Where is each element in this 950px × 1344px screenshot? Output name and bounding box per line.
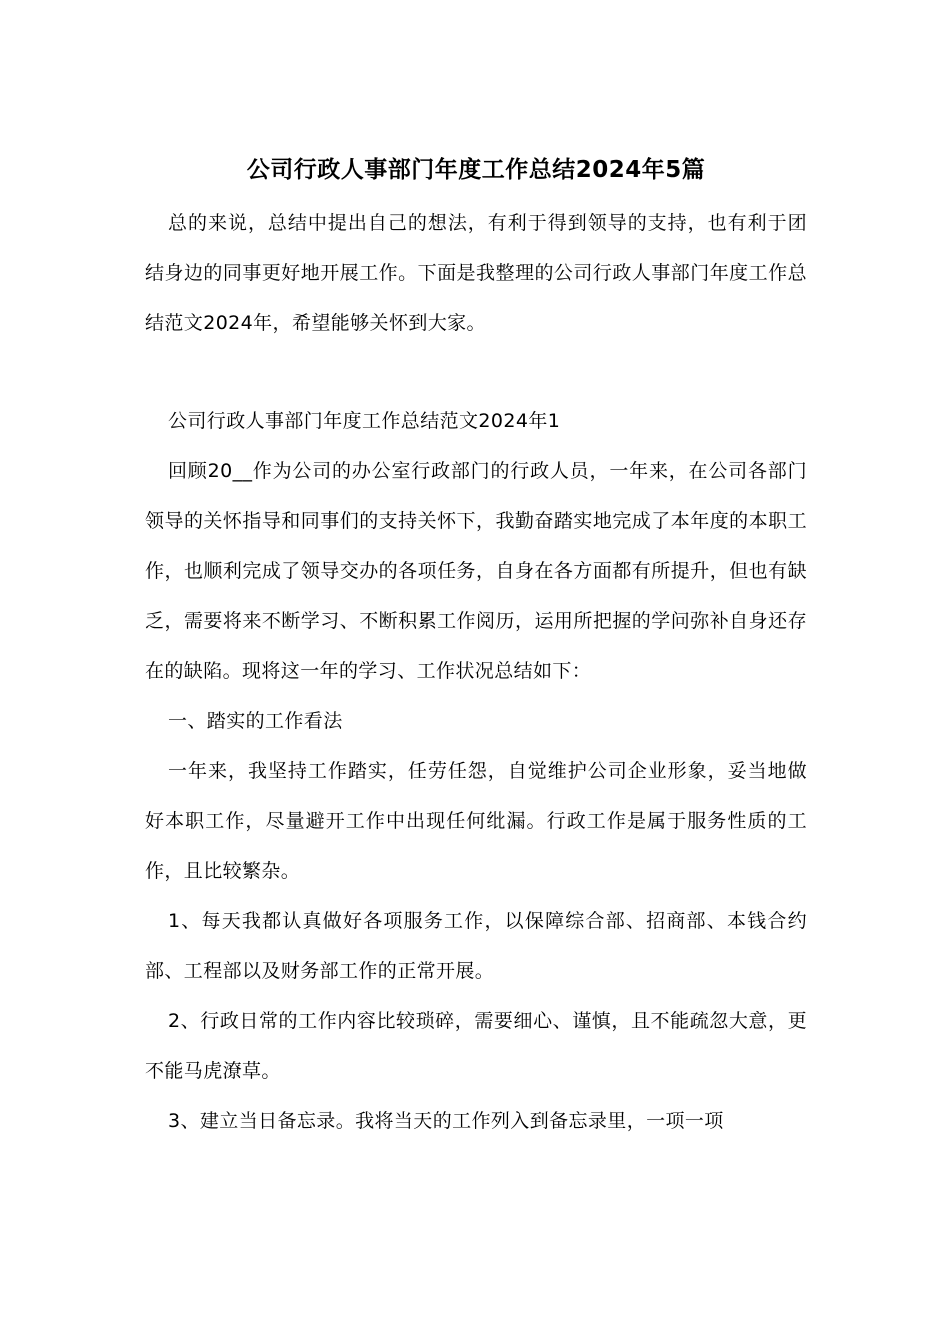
- list-item-3: 3、建立当日备忘录。我将当天的工作列入到备忘录里，一项一项: [168, 1110, 724, 1132]
- body-paragraph-attitude: 一年来，我坚持工作踏实，任劳任怨，自觉维护公司企业形象，妥当地做好本职工作，尽量避开工作中出现任何纰漏。行政工作是属于服务性质的工作，且比较繁杂。: [145, 760, 807, 882]
- section-heading: 公司行政人事部门年度工作总结范文2024年1: [168, 410, 561, 432]
- list-item-2: 2、行政日常的工作内容比较琐碎，需要细心、谨慎，且不能疏忽大意，更不能马虎潦草。: [145, 1010, 807, 1082]
- subheading-work-attitude: 一、踏实的工作看法: [168, 710, 343, 732]
- list-item-1: 1、每天我都认真做好各项服务工作，以保障综合部、招商部、本钱合约部、工程部以及财务部工作的正常开展。: [145, 910, 807, 982]
- document-title: 公司行政人事部门年度工作总结2024年5篇: [246, 157, 706, 183]
- body-paragraph-review: 回顾20__作为公司的办公室行政部门的行政人员，一年来，在公司各部门领导的关怀指导和同事们的支持关怀下，我勤奋踏实地完成了本年度的本职工作，也顺利完成了领导交办的各项任务，自身在各方面都有所提升，但也有缺乏，需要将来不断学习、不断积累工作阅历，运用所把握的学问弥补自身还存在的缺陷。现将这一年的学习、工作状况总结如下：: [145, 460, 807, 682]
- document-page: [145, 150, 807, 1146]
- intro-paragraph: 总的来说，总结中提出自己的想法，有利于得到领导的支持，也有利于团结身边的同事更好地开展工作。下面是我整理的公司行政人事部门年度工作总结范文2024年，希望能够关怀到大家。: [145, 212, 807, 334]
- section-spacer: [145, 348, 807, 396]
